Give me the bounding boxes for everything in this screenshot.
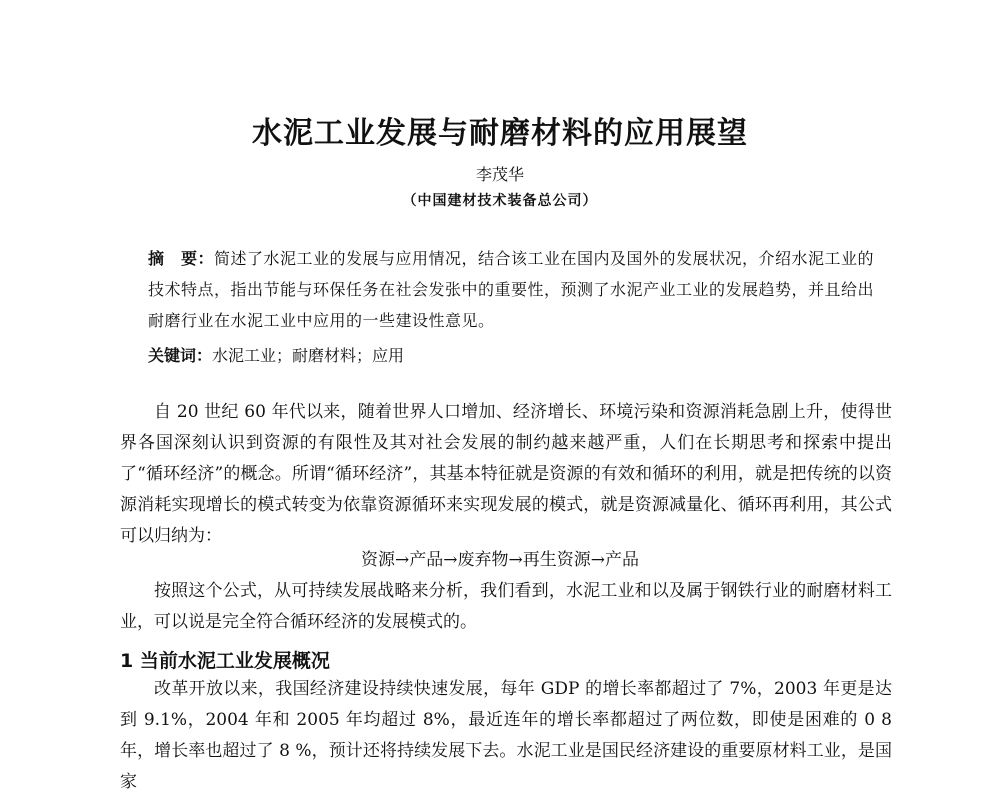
paper-title: 水泥工业发展与耐磨材料的应用展望 xyxy=(252,116,748,151)
author-name: 李茂华 xyxy=(475,165,524,184)
circular-economy-formula: 资源→产品→废弃物→再生资源→产品 xyxy=(361,550,639,570)
abstract-text: 简述了水泥工业的发展与应用情况，结合该工业在国内及国外的发展状况，介绍水泥工业的技术特点，指出节能与环保任务在社会发张中的重要性，预测了水泥产业工业的发展趋势，并且给出耐磨行业在水泥工业中应用的一些建设性意见。 xyxy=(148,249,875,330)
intro-paragraph: 自 20 世纪 60 年代以来，随着世界人口增加、经济增长、环境污染和资源消耗急剧上升，使得世界各国深刻认识到资源的有限性及其对社会发展的制约越来越严重，人们在长期思考和探索中提出了“循环经济”的概念。所谓“循环经济”，其基本特征就是资源的有效和循环的利用，就是把传统的以资源消耗实现增长的模式转变为依靠资源循环来实现发展的模式，就是资源减量化、循环再利用，其公式可以归纳为： xyxy=(120,402,892,546)
follow-paragraph: 按照这个公式，从可持续发展战略来分析，我们看到，水泥工业和以及属于钢铁行业的耐磨材料工业，可以说是完全符合循环经济的发展模式的。 xyxy=(120,581,892,632)
abstract-label: 摘 要： xyxy=(148,249,215,268)
keywords-text: 水泥工业；耐磨材料；应用 xyxy=(212,346,405,365)
author-affiliation: （中国建材技术装备总公司） xyxy=(402,193,598,209)
keywords-block xyxy=(148,340,878,371)
abstract-block xyxy=(148,243,878,336)
section-1-heading: 1 当前水泥工业发展概况 xyxy=(120,650,330,672)
keywords-label: 关键词： xyxy=(148,346,213,365)
section-1-paragraph: 改革开放以来，我国经济建设持续快速发展，每年 GDP 的增长率都超过了 7%，2003 年更是达到 9.1%，2004 年和 2005 年均超过 8%，最近连年的增长率都超过了两位数，即使是困难的 0 8 年，增长率也超过了 8 %，预计还将持续发展下去。水泥工业是国民经济建设的重要原材料工业，是国家 xyxy=(120,679,892,792)
